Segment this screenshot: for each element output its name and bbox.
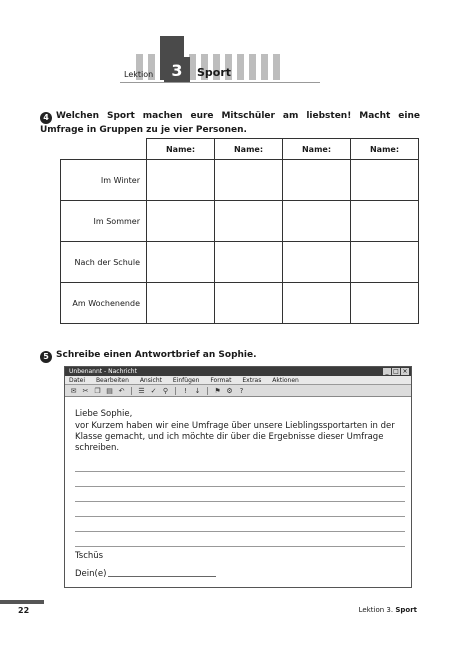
answer-cell[interactable] [283, 242, 351, 283]
menu-item-ansicht[interactable]: Ansicht [139, 377, 162, 384]
answer-cell[interactable] [283, 283, 351, 324]
writing-line[interactable] [75, 472, 405, 487]
column-header-name: Name: [351, 139, 419, 160]
table-header-row [61, 139, 419, 160]
menu-item-extras[interactable]: Extras [242, 377, 262, 384]
answer-cell[interactable] [147, 201, 215, 242]
task-number-badge: 4 [40, 112, 52, 124]
address-book-icon[interactable]: ☰ [138, 386, 145, 395]
mail-text[interactable] [75, 409, 407, 454]
task-number-badge: 5 [40, 351, 52, 363]
signature-line[interactable] [108, 576, 216, 577]
send-icon[interactable]: ✉ [70, 386, 77, 395]
menu-item-bearbeiten[interactable]: Bearbeiten [95, 377, 129, 384]
answer-cell[interactable] [283, 201, 351, 242]
table-row [61, 283, 419, 324]
window-titlebar [65, 367, 411, 376]
toolbar-separator [175, 387, 176, 395]
toolbar-separator [207, 387, 208, 395]
answer-cell[interactable] [351, 160, 419, 201]
writing-lines[interactable] [75, 457, 405, 547]
flag-icon[interactable]: ⚑ [214, 386, 221, 395]
answer-cell[interactable] [351, 283, 419, 324]
undo-icon[interactable]: ↶ [118, 386, 125, 395]
task-5-text: Schreibe einen Antwortbrief an Sophie. [56, 350, 257, 360]
bar [189, 54, 196, 80]
table-corner [61, 139, 147, 160]
menu-item-format[interactable]: Format [210, 377, 232, 384]
help-icon[interactable]: ? [239, 386, 244, 395]
menu-item-einfuegen[interactable]: Einfügen [172, 377, 200, 384]
row-label: Nach der Schule [61, 242, 147, 283]
header-divider [120, 82, 320, 83]
paste-icon[interactable]: ▤ [106, 386, 113, 395]
writing-line[interactable] [75, 517, 405, 532]
row-label: Im Winter [61, 160, 147, 201]
answer-cell[interactable] [147, 160, 215, 201]
copy-icon[interactable]: ❐ [94, 386, 101, 395]
answer-cell[interactable] [283, 160, 351, 201]
priority-low-icon[interactable]: ↓ [194, 386, 201, 395]
menu-item-datei[interactable]: Datei [69, 377, 86, 384]
writing-line[interactable] [75, 457, 405, 472]
row-label: Im Sommer [61, 201, 147, 242]
page-number: 22 [18, 606, 30, 615]
mail-greeting: Liebe Sophie, [75, 409, 133, 419]
toolbar-separator [131, 387, 132, 395]
table-row [61, 201, 419, 242]
writing-line[interactable] [75, 487, 405, 502]
mail-window [64, 366, 412, 588]
menu-item-aktionen[interactable]: Aktionen [272, 377, 299, 384]
lesson-number-badge: 3 [164, 57, 190, 83]
attach-icon[interactable]: ⚲ [162, 386, 169, 395]
lesson-title: Sport [197, 66, 232, 79]
column-header-name: Name: [283, 139, 351, 160]
bar [249, 54, 256, 80]
cut-icon[interactable]: ✂ [82, 386, 89, 395]
minimize-icon[interactable]: _ [383, 368, 391, 375]
answer-cell[interactable] [147, 283, 215, 324]
column-header-name: Name: [215, 139, 283, 160]
answer-cell[interactable] [351, 242, 419, 283]
table-row [61, 160, 419, 201]
mail-closing: Tschüs [75, 551, 104, 561]
footer-lesson-ref [359, 606, 417, 614]
task-5-instruction [40, 349, 257, 363]
signature-label: Dein(e) [75, 569, 107, 579]
close-icon[interactable]: × [402, 368, 408, 375]
signature-row [75, 569, 216, 579]
footer-lesson-label: Lektion 3. [358, 606, 394, 614]
window-title: Unbenannt - Nachricht [69, 368, 137, 375]
answer-cell[interactable] [215, 283, 283, 324]
task-4-text: Welchen Sport machen eure Mitschüler am liebsten! Macht eine Umfrage in Gruppen zu je vier Personen. [40, 111, 420, 135]
options-icon[interactable]: ⚙ [226, 386, 233, 395]
answer-cell[interactable] [215, 160, 283, 201]
answer-cell[interactable] [215, 242, 283, 283]
task-4-instruction [40, 110, 420, 136]
answer-cell[interactable] [351, 201, 419, 242]
check-names-icon[interactable]: ✓ [150, 386, 157, 395]
footer-lesson-title: Sport [395, 606, 417, 614]
writing-line[interactable] [75, 502, 405, 517]
lesson-label: Lektion [124, 70, 154, 79]
mail-body-text: vor Kurzem haben wir eine Umfrage über unsere Lieblingssportarten in der Klasse gemacht, und ich möchte dir über die Ergebnisse dieser Umfrage schreiben. [75, 421, 395, 453]
writing-line[interactable] [75, 532, 405, 547]
footer-bar [0, 600, 44, 604]
menu-bar [65, 376, 411, 385]
lesson-header [0, 0, 453, 92]
answer-cell[interactable] [215, 201, 283, 242]
survey-table [60, 138, 419, 324]
toolbar [65, 385, 411, 397]
bar [261, 54, 268, 80]
maximize-icon[interactable]: □ [393, 368, 399, 375]
answer-cell[interactable] [147, 242, 215, 283]
column-header-name: Name: [147, 139, 215, 160]
priority-high-icon[interactable]: ! [184, 386, 187, 395]
row-label: Am Wochenende [61, 283, 147, 324]
bar [273, 54, 280, 80]
bar [237, 54, 244, 80]
table-row [61, 242, 419, 283]
